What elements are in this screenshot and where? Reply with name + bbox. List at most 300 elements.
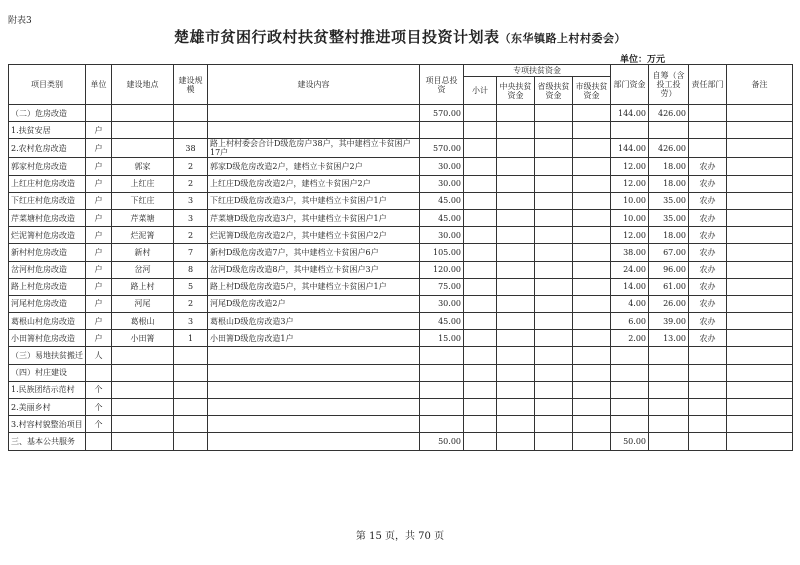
cell-central	[497, 105, 535, 122]
cell-remark	[727, 330, 793, 347]
cell-provincial	[535, 227, 573, 244]
cell-remark	[727, 433, 793, 450]
cell-content: 岔河D级危房改造8户，其中建档立卡贫困户3户	[208, 261, 420, 278]
header-content: 建设内容	[208, 65, 420, 105]
cell-city	[573, 139, 611, 158]
cell-central	[497, 175, 535, 192]
cell-category: 三、基本公共服务	[9, 433, 86, 450]
cell-category: 小田箐村危房改造	[9, 330, 86, 347]
table-row	[9, 175, 793, 192]
table-row	[9, 433, 793, 450]
cell-location: 路上村	[112, 278, 174, 295]
cell-content	[208, 105, 420, 122]
cell-central	[497, 139, 535, 158]
cell-subtotal	[464, 244, 497, 261]
cell-category: （三）易地扶贫搬迁	[9, 347, 86, 364]
cell-provincial	[535, 244, 573, 261]
cell-dept: 38.00	[611, 244, 649, 261]
cell-subtotal	[464, 158, 497, 175]
cell-central	[497, 158, 535, 175]
cell-remark	[727, 416, 793, 433]
cell-provincial	[535, 139, 573, 158]
cell-remark	[727, 139, 793, 158]
cell-resp: 农办	[689, 261, 727, 278]
cell-location	[112, 433, 174, 450]
header-central: 中央扶贫资金	[497, 77, 535, 105]
cell-location: 芹菜塘	[112, 209, 174, 226]
cell-city	[573, 175, 611, 192]
cell-central	[497, 330, 535, 347]
cell-remark	[727, 244, 793, 261]
cell-content: 河尾D级危房改造2户	[208, 295, 420, 312]
cell-self	[649, 122, 689, 139]
cell-resp	[689, 364, 727, 381]
cell-dept: 4.00	[611, 295, 649, 312]
cell-total: 30.00	[420, 295, 464, 312]
table-row	[9, 381, 793, 398]
table-row	[9, 416, 793, 433]
header-subtotal: 小计	[464, 77, 497, 105]
cell-total	[420, 399, 464, 416]
cell-central	[497, 209, 535, 226]
cell-self: 61.00	[649, 278, 689, 295]
cell-category: （四）村庄建设	[9, 364, 86, 381]
cell-provincial	[535, 278, 573, 295]
header-unit: 单位	[86, 65, 112, 105]
cell-unit: 户	[86, 122, 112, 139]
cell-city	[573, 209, 611, 226]
cell-category: 岔河村危房改造	[9, 261, 86, 278]
cell-central	[497, 416, 535, 433]
cell-provincial	[535, 330, 573, 347]
appendix-label: 附表3	[8, 16, 32, 26]
cell-unit: 户	[86, 295, 112, 312]
cell-location: 烂泥箐	[112, 227, 174, 244]
cell-content	[208, 399, 420, 416]
cell-resp: 农办	[689, 295, 727, 312]
cell-subtotal	[464, 295, 497, 312]
cell-resp: 农办	[689, 313, 727, 330]
cell-category: 郭家村危房改造	[9, 158, 86, 175]
cell-remark	[727, 158, 793, 175]
cell-central	[497, 433, 535, 450]
cell-resp	[689, 347, 727, 364]
cell-location	[112, 364, 174, 381]
cell-location: 河尾	[112, 295, 174, 312]
cell-city	[573, 313, 611, 330]
cell-resp	[689, 399, 727, 416]
table-body	[9, 105, 793, 451]
cell-unit: 户	[86, 313, 112, 330]
cell-scale: 2	[174, 227, 208, 244]
cell-subtotal	[464, 278, 497, 295]
table-row	[9, 364, 793, 381]
cell-provincial	[535, 261, 573, 278]
cell-central	[497, 381, 535, 398]
cell-content	[208, 347, 420, 364]
cell-subtotal	[464, 433, 497, 450]
cell-provincial	[535, 295, 573, 312]
cell-total: 45.00	[420, 192, 464, 209]
cell-category: 芹菜塘村危房改造	[9, 209, 86, 226]
cell-dept	[611, 416, 649, 433]
cell-total: 105.00	[420, 244, 464, 261]
cell-scale: 1	[174, 330, 208, 347]
cell-self: 18.00	[649, 175, 689, 192]
cell-location: 岔河	[112, 261, 174, 278]
cell-provincial	[535, 122, 573, 139]
cell-scale: 2	[174, 175, 208, 192]
cell-unit: 户	[86, 278, 112, 295]
header-remark: 备注	[727, 65, 793, 105]
cell-scale: 2	[174, 295, 208, 312]
cell-self	[649, 399, 689, 416]
cell-self	[649, 433, 689, 450]
cell-scale	[174, 347, 208, 364]
cell-city	[573, 381, 611, 398]
cell-location: 郭家	[112, 158, 174, 175]
cell-subtotal	[464, 192, 497, 209]
cell-central	[497, 122, 535, 139]
cell-city	[573, 347, 611, 364]
cell-category: 1.民族团结示范村	[9, 381, 86, 398]
cell-self: 426.00	[649, 139, 689, 158]
cell-total: 50.00	[420, 433, 464, 450]
cell-location	[112, 416, 174, 433]
cell-provincial	[535, 175, 573, 192]
cell-self: 426.00	[649, 105, 689, 122]
cell-central	[497, 261, 535, 278]
cell-total: 570.00	[420, 105, 464, 122]
cell-remark	[727, 399, 793, 416]
cell-provincial	[535, 313, 573, 330]
cell-location	[112, 347, 174, 364]
cell-city	[573, 295, 611, 312]
cell-content: 小田箐D级危房改造1户	[208, 330, 420, 347]
cell-city	[573, 261, 611, 278]
cell-remark	[727, 122, 793, 139]
cell-location: 上红庄	[112, 175, 174, 192]
cell-total: 15.00	[420, 330, 464, 347]
cell-self: 18.00	[649, 158, 689, 175]
cell-resp	[689, 105, 727, 122]
cell-central	[497, 399, 535, 416]
cell-resp: 农办	[689, 175, 727, 192]
cell-unit: 户	[86, 192, 112, 209]
header-dept: 部门资金	[611, 65, 649, 105]
cell-subtotal	[464, 416, 497, 433]
cell-category: 新村村危房改造	[9, 244, 86, 261]
cell-remark	[727, 381, 793, 398]
cell-location	[112, 399, 174, 416]
cell-city	[573, 416, 611, 433]
header-location: 建设地点	[112, 65, 174, 105]
table-row	[9, 244, 793, 261]
cell-provincial	[535, 416, 573, 433]
cell-remark	[727, 175, 793, 192]
cell-category: 烂泥箐村危房改造	[9, 227, 86, 244]
cell-resp	[689, 433, 727, 450]
cell-scale: 7	[174, 244, 208, 261]
cell-scale: 8	[174, 261, 208, 278]
cell-self	[649, 364, 689, 381]
cell-city	[573, 433, 611, 450]
cell-dept	[611, 399, 649, 416]
header-special-fund: 专项扶贫资金	[464, 65, 611, 77]
table-row	[9, 227, 793, 244]
cell-dept: 10.00	[611, 209, 649, 226]
cell-location: 新村	[112, 244, 174, 261]
cell-content: 芹菜塘D级危房改造3户，其中建档立卡贫困户1户	[208, 209, 420, 226]
cell-unit: 个	[86, 381, 112, 398]
cell-central	[497, 227, 535, 244]
table-row	[9, 347, 793, 364]
cell-unit: 户	[86, 175, 112, 192]
cell-remark	[727, 227, 793, 244]
cell-scale: 3	[174, 209, 208, 226]
cell-city	[573, 399, 611, 416]
title-subtitle: （东华镇路上村村委会）	[499, 32, 626, 45]
cell-unit: 人	[86, 347, 112, 364]
cell-subtotal	[464, 313, 497, 330]
cell-resp	[689, 416, 727, 433]
cell-provincial	[535, 364, 573, 381]
cell-content: 路上村D级危房改造5户，其中建档立卡贫困户1户	[208, 278, 420, 295]
cell-remark	[727, 347, 793, 364]
cell-subtotal	[464, 381, 497, 398]
cell-category: 葛根山村危房改造	[9, 313, 86, 330]
cell-total: 45.00	[420, 209, 464, 226]
header-total: 项目总投资	[420, 65, 464, 105]
cell-dept: 6.00	[611, 313, 649, 330]
cell-provincial	[535, 192, 573, 209]
table-row	[9, 192, 793, 209]
cell-content	[208, 122, 420, 139]
cell-subtotal	[464, 227, 497, 244]
cell-scale: 38	[174, 139, 208, 158]
cell-city	[573, 364, 611, 381]
cell-remark	[727, 295, 793, 312]
cell-city	[573, 227, 611, 244]
cell-subtotal	[464, 364, 497, 381]
cell-scale	[174, 381, 208, 398]
cell-provincial	[535, 209, 573, 226]
table-row	[9, 313, 793, 330]
table-row	[9, 105, 793, 122]
cell-provincial	[535, 105, 573, 122]
cell-unit: 个	[86, 416, 112, 433]
cell-dept: 144.00	[611, 105, 649, 122]
cell-subtotal	[464, 122, 497, 139]
cell-remark	[727, 192, 793, 209]
cell-dept: 12.00	[611, 175, 649, 192]
cell-provincial	[535, 433, 573, 450]
cell-resp: 农办	[689, 158, 727, 175]
cell-city	[573, 192, 611, 209]
cell-remark	[727, 364, 793, 381]
cell-self	[649, 347, 689, 364]
unit-label: 单位：万元	[620, 55, 666, 65]
cell-remark	[727, 278, 793, 295]
cell-total: 45.00	[420, 313, 464, 330]
cell-provincial	[535, 399, 573, 416]
cell-total	[420, 122, 464, 139]
cell-unit	[86, 105, 112, 122]
cell-resp: 农办	[689, 227, 727, 244]
header-category: 项目类别	[9, 65, 86, 105]
cell-location: 下红庄	[112, 192, 174, 209]
table-row	[9, 158, 793, 175]
cell-resp: 农办	[689, 278, 727, 295]
cell-total: 120.00	[420, 261, 464, 278]
cell-category: 1.扶贫安居	[9, 122, 86, 139]
cell-unit: 户	[86, 209, 112, 226]
cell-content	[208, 381, 420, 398]
cell-self: 67.00	[649, 244, 689, 261]
cell-city	[573, 105, 611, 122]
cell-category: 2.美丽乡村	[9, 399, 86, 416]
cell-dept: 24.00	[611, 261, 649, 278]
cell-self: 96.00	[649, 261, 689, 278]
cell-scale	[174, 122, 208, 139]
cell-subtotal	[464, 105, 497, 122]
cell-content: 新村D级危房改造7户，其中建档立卡贫困户6户	[208, 244, 420, 261]
cell-resp: 农办	[689, 209, 727, 226]
cell-resp: 农办	[689, 330, 727, 347]
cell-central	[497, 347, 535, 364]
table-row	[9, 209, 793, 226]
cell-remark	[727, 261, 793, 278]
cell-resp: 农办	[689, 192, 727, 209]
cell-location	[112, 139, 174, 158]
header-city: 市级扶贫资金	[573, 77, 611, 105]
cell-scale: 2	[174, 158, 208, 175]
cell-self: 35.00	[649, 209, 689, 226]
cell-unit: 户	[86, 330, 112, 347]
header-scale: 建设规模	[174, 65, 208, 105]
cell-subtotal	[464, 175, 497, 192]
cell-unit	[86, 364, 112, 381]
cell-scale: 3	[174, 192, 208, 209]
cell-dept: 2.00	[611, 330, 649, 347]
cell-scale	[174, 433, 208, 450]
cell-self: 26.00	[649, 295, 689, 312]
cell-dept: 50.00	[611, 433, 649, 450]
cell-unit: 户	[86, 227, 112, 244]
cell-total	[420, 347, 464, 364]
cell-subtotal	[464, 399, 497, 416]
cell-location	[112, 381, 174, 398]
cell-total: 30.00	[420, 158, 464, 175]
cell-resp	[689, 122, 727, 139]
cell-total: 30.00	[420, 175, 464, 192]
table-row	[9, 330, 793, 347]
cell-subtotal	[464, 139, 497, 158]
cell-total	[420, 381, 464, 398]
cell-total: 75.00	[420, 278, 464, 295]
cell-dept: 144.00	[611, 139, 649, 158]
table-row	[9, 295, 793, 312]
cell-scale: 5	[174, 278, 208, 295]
cell-content: 上红庄D级危房改造2户，建档立卡贫困户2户	[208, 175, 420, 192]
cell-dept: 12.00	[611, 158, 649, 175]
cell-content: 郭家D级危房改造2户，建档立卡贫困户2户	[208, 158, 420, 175]
cell-location: 小田箐	[112, 330, 174, 347]
cell-unit: 户	[86, 158, 112, 175]
cell-subtotal	[464, 261, 497, 278]
cell-remark	[727, 209, 793, 226]
cell-subtotal	[464, 209, 497, 226]
cell-city	[573, 330, 611, 347]
cell-city	[573, 244, 611, 261]
cell-location: 葛根山	[112, 313, 174, 330]
cell-content: 路上村村委会合计D级危房户38户，其中建档立卡贫困户17户	[208, 139, 420, 158]
page-footer: 第 15 页，共 70 页	[355, 531, 445, 542]
cell-city	[573, 278, 611, 295]
cell-dept	[611, 347, 649, 364]
cell-dept	[611, 122, 649, 139]
cell-content	[208, 364, 420, 381]
cell-dept: 12.00	[611, 227, 649, 244]
cell-total	[420, 416, 464, 433]
cell-remark	[727, 313, 793, 330]
cell-content	[208, 433, 420, 450]
cell-dept: 14.00	[611, 278, 649, 295]
cell-central	[497, 364, 535, 381]
cell-scale	[174, 399, 208, 416]
table-row	[9, 278, 793, 295]
title-main: 楚雄市贫困行政村扶贫整村推进项目投资计划表	[173, 28, 500, 46]
cell-subtotal	[464, 330, 497, 347]
cell-unit: 户	[86, 139, 112, 158]
cell-self: 18.00	[649, 227, 689, 244]
table-row	[9, 139, 793, 158]
cell-unit: 个	[86, 399, 112, 416]
investment-plan-table	[8, 64, 793, 451]
cell-scale	[174, 364, 208, 381]
cell-scale	[174, 416, 208, 433]
cell-provincial	[535, 158, 573, 175]
table-row	[9, 399, 793, 416]
header-self: 自筹（含投工投劳）	[649, 65, 689, 105]
cell-unit	[86, 433, 112, 450]
cell-resp: 农办	[689, 244, 727, 261]
document-title	[0, 26, 800, 47]
cell-self: 39.00	[649, 313, 689, 330]
cell-scale	[174, 105, 208, 122]
cell-self: 13.00	[649, 330, 689, 347]
cell-category: 河尾村危房改造	[9, 295, 86, 312]
cell-self: 35.00	[649, 192, 689, 209]
cell-dept	[611, 381, 649, 398]
cell-central	[497, 313, 535, 330]
cell-subtotal	[464, 347, 497, 364]
cell-category: 上红庄村危房改造	[9, 175, 86, 192]
cell-central	[497, 278, 535, 295]
cell-scale: 3	[174, 313, 208, 330]
cell-dept	[611, 364, 649, 381]
header-provincial: 省级扶贫资金	[535, 77, 573, 105]
cell-central	[497, 244, 535, 261]
cell-category: 3.村容村貌整治项目	[9, 416, 86, 433]
cell-category: （二）危房改造	[9, 105, 86, 122]
cell-provincial	[535, 381, 573, 398]
cell-total	[420, 364, 464, 381]
cell-category: 下红庄村危房改造	[9, 192, 86, 209]
cell-content	[208, 416, 420, 433]
cell-content: 葛根山D级危房改造3户	[208, 313, 420, 330]
cell-category: 2.农村危房改造	[9, 139, 86, 158]
